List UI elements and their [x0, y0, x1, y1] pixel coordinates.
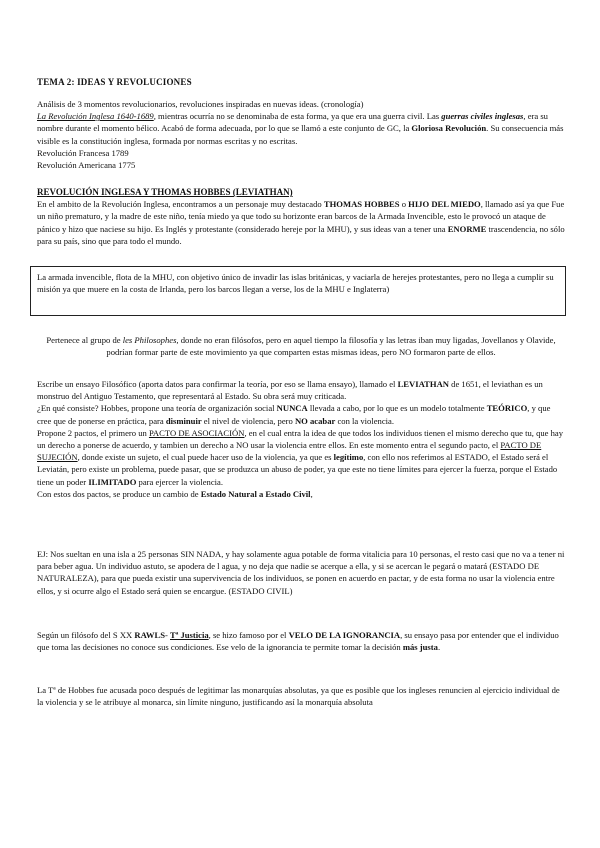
- hobbes-section: [37, 186, 565, 247]
- text-span: , y que cree que de ponerse en práctica, para: [37, 403, 551, 426]
- no-acabar-term: NO acabar: [294, 415, 336, 426]
- teoria-justicia-term: Tª Justicia: [170, 630, 209, 640]
- text-span: , en el cual entra la idea de que todos los individuos tienen el mismo derecho que tu, que hay un derecho a ponerse de acuerdo, y tambien un derecho a NO usar la violencia entre ellos. En este momento entra el segundo pacto, el: [37, 427, 564, 451]
- rawls-text: [37, 629, 565, 653]
- section-heading: REVOLUCIÓN INGLESA Y THOMAS HOBBES (LEVIATHAN): [37, 187, 293, 197]
- final-paragraph: [37, 684, 565, 708]
- guerras-civiles-term: guerras civiles inglesas: [441, 111, 524, 122]
- estado-civil-term: Estado Natural a Estado Civil: [200, 488, 311, 499]
- text-span: , con ello nos referimos al ESTADO, el Estado será el Leviatán, pero existe un problema, puede pasar, que se produzca un abuso de poder, ya que este no tiene límites para ejercer la fuerza, porque el Estado tiene un poder: [37, 452, 558, 487]
- text-span: Según un filósofo del S XX: [37, 630, 135, 640]
- final-text: La Tª de Hobbes fue acusada poco después de legitimar las monarquías absolutas, ya que es posible que los ingleses renuncien al ejercicio individual de la violencia y se le atribuye al monarca, sin límite ninguno, justificando así la monarquía absoluta: [37, 685, 560, 708]
- revolucion-francesa-line: Revolución Francesa 1789: [37, 147, 129, 158]
- title-text: TEMA 2: IDEAS Y REVOLUCIONES: [37, 77, 192, 87]
- text-span: para ejercer la violencia.: [136, 476, 223, 487]
- text-span: Con estos dos pactos, se produce un cambio de: [37, 488, 201, 499]
- teorico-term: TEÓRICO: [486, 403, 528, 414]
- text-span: de 1651, el leviathan es un monstruo del Antiguo Testamento, que representará al Estado. Su obra será muy criticada.: [37, 379, 543, 402]
- disminuir-term: disminuir: [165, 415, 202, 426]
- text-span: Propone 2 pactos, el primero un: [37, 427, 149, 438]
- revolucion-inglesa-paragraph: [37, 110, 565, 147]
- pacto-sujecion-term: PACTO DE SUJECIÓN: [37, 440, 542, 463]
- rawls-paragraph: [37, 629, 565, 653]
- pacto-asociacion-term: PACTO DE ASOCIACIÓN: [148, 427, 245, 438]
- text-span: -: [164, 630, 170, 640]
- rawls-term: RAWLS: [134, 630, 165, 640]
- leviathan-term: LEVIATHAN: [397, 379, 449, 389]
- text-span: , llamado así ya que Fue un niño prematuro, y la madre de este niño, tenía miedo ya que todo su horizonte eran barcos de la Armada Invencible, esto le provocó un ataque de pánico y hizo que naciese su hijo. Es Inglés y protestante (considerado hereje por la MHU), y sus ideas van a tener una: [37, 199, 565, 234]
- text-span: , donde no eran filósofos, pero en aquel tiempo la filosofía y las letras iban muy ligadas, Jovellanos y Olavide, podrían formar parte de este movimiento ya que comparten estas mismas ideas, pero NO formaron parte de ellos.: [106, 335, 556, 358]
- gloriosa-term: Gloriosa Revolución: [411, 123, 487, 134]
- hobbes-paragraph: [37, 198, 565, 247]
- philosophes-text: [37, 334, 565, 358]
- document-title: [37, 76, 565, 88]
- mas-justa-term: más justa: [402, 642, 438, 653]
- legitimo-term: legítimo: [333, 452, 364, 463]
- nunca-term: NUNCA: [276, 403, 308, 414]
- text-span: ,: [310, 488, 313, 499]
- text-span: Pertenece al grupo de: [46, 335, 123, 345]
- ilimitado-term: ILIMITADO: [88, 476, 137, 487]
- text-span: Escribe un ensayo Filosófico (aporta datos para confirmar la teoría, por eso se llama ensayo), llamado el: [37, 379, 398, 389]
- ejemplo-text: EJ: Nos sueltan en una isla a 25 personas SIN NADA, y hay solamente agua potable de forma vitalicia para 10 personas, el resto casi que no va a tener ni para beber agua. Un individuo astuto, se apodera de l agua, y no deja que nadie se acerque a ella, y si se acercan le pegará o matará (ESTADO DE NATURALEZA), para que pueda existir una supervivencia de los individuos, se ponen en acuerdo en pactar, y de esta forma no usar la violencia entre ellos, y si ocurre algo el Estado será quien se encargue. (ESTADO CIVIL): [37, 549, 565, 596]
- text-span: , su ensayo pasa por entender que el individuo que toma las decisiones no conoce sus condiciones. Ese velo de la ignorancia te permite tomar la decisión: [37, 630, 559, 653]
- philosophes-paragraph: [37, 334, 565, 358]
- leviathan-section: [37, 378, 565, 500]
- estado-civil-line: [37, 488, 565, 500]
- text-span: En el ambito de la Revolución Inglesa, encontramos a un personaje muy destacado: [37, 199, 324, 210]
- intro-line: Análisis de 3 momentos revolucionarios, revoluciones inspiradas en nuevas ideas. (cronología): [37, 99, 364, 109]
- pactos-paragraph: [37, 427, 565, 488]
- text-span: llevada a cabo, por lo que es un modelo totalmente: [307, 403, 487, 414]
- text-span: , mientras ocurría no se denominaba de esta forma, ya que era una guerra civil. Las: [153, 111, 442, 122]
- philosophes-term: les Philosophes: [122, 335, 177, 345]
- text-span: , era su nombre durante el momento bélico. Acabó de forma adecuada, por lo que se llamó a este conjunto de GC, la: [37, 111, 548, 134]
- velo-ignorancia-term: VELO DE LA IGNORANCIA: [288, 630, 401, 640]
- enorme-term: ENORME: [447, 223, 487, 234]
- text-span: trascendencia, no sólo para su país, sino que para todo el mundo.: [37, 223, 565, 246]
- teoria-paragraph: [37, 402, 565, 426]
- hobbes-term: THOMAS HOBBES: [323, 199, 400, 210]
- armada-note-text: La armada invencible, flota de la MHU, con objetivo único de invadir las islas británicas, y vaciarla de herejes protestantes, pero no llega a cumplir su misión ya que muere en la costa de Irlanda, pero los barcos llegan a verse, los de la MHU e Inglaterra): [37, 272, 554, 295]
- text-span: , donde existe un sujeto, el cual puede hacer uso de la violencia, ya que es: [77, 452, 334, 463]
- text-span: el nivel de violencia, pero: [201, 415, 295, 426]
- text-span: . Su consecuencia más visible es la constitución inglesa, formada por normas escritas y no escritas.: [37, 123, 564, 146]
- text-span: con la violencia.: [335, 415, 395, 426]
- text-span: , se hizo famoso por el: [208, 630, 289, 640]
- ejemplo-paragraph: [37, 548, 565, 597]
- text-span: o: [399, 199, 409, 210]
- armada-note-box: [30, 266, 566, 316]
- leviathan-paragraph: [37, 378, 565, 402]
- hijo-del-miedo-term: HIJO DEL MIEDO: [408, 199, 481, 210]
- revolucion-inglesa-label: La Revolución Inglesa 1640-1689: [37, 111, 154, 122]
- text-span: .: [437, 642, 441, 653]
- text-span: ¿En qué consiste? Hobbes, propone una teoría de organización social: [37, 403, 277, 414]
- intro-section: [37, 98, 565, 171]
- revolucion-americana-line: Revolución Americana 1775: [37, 160, 136, 171]
